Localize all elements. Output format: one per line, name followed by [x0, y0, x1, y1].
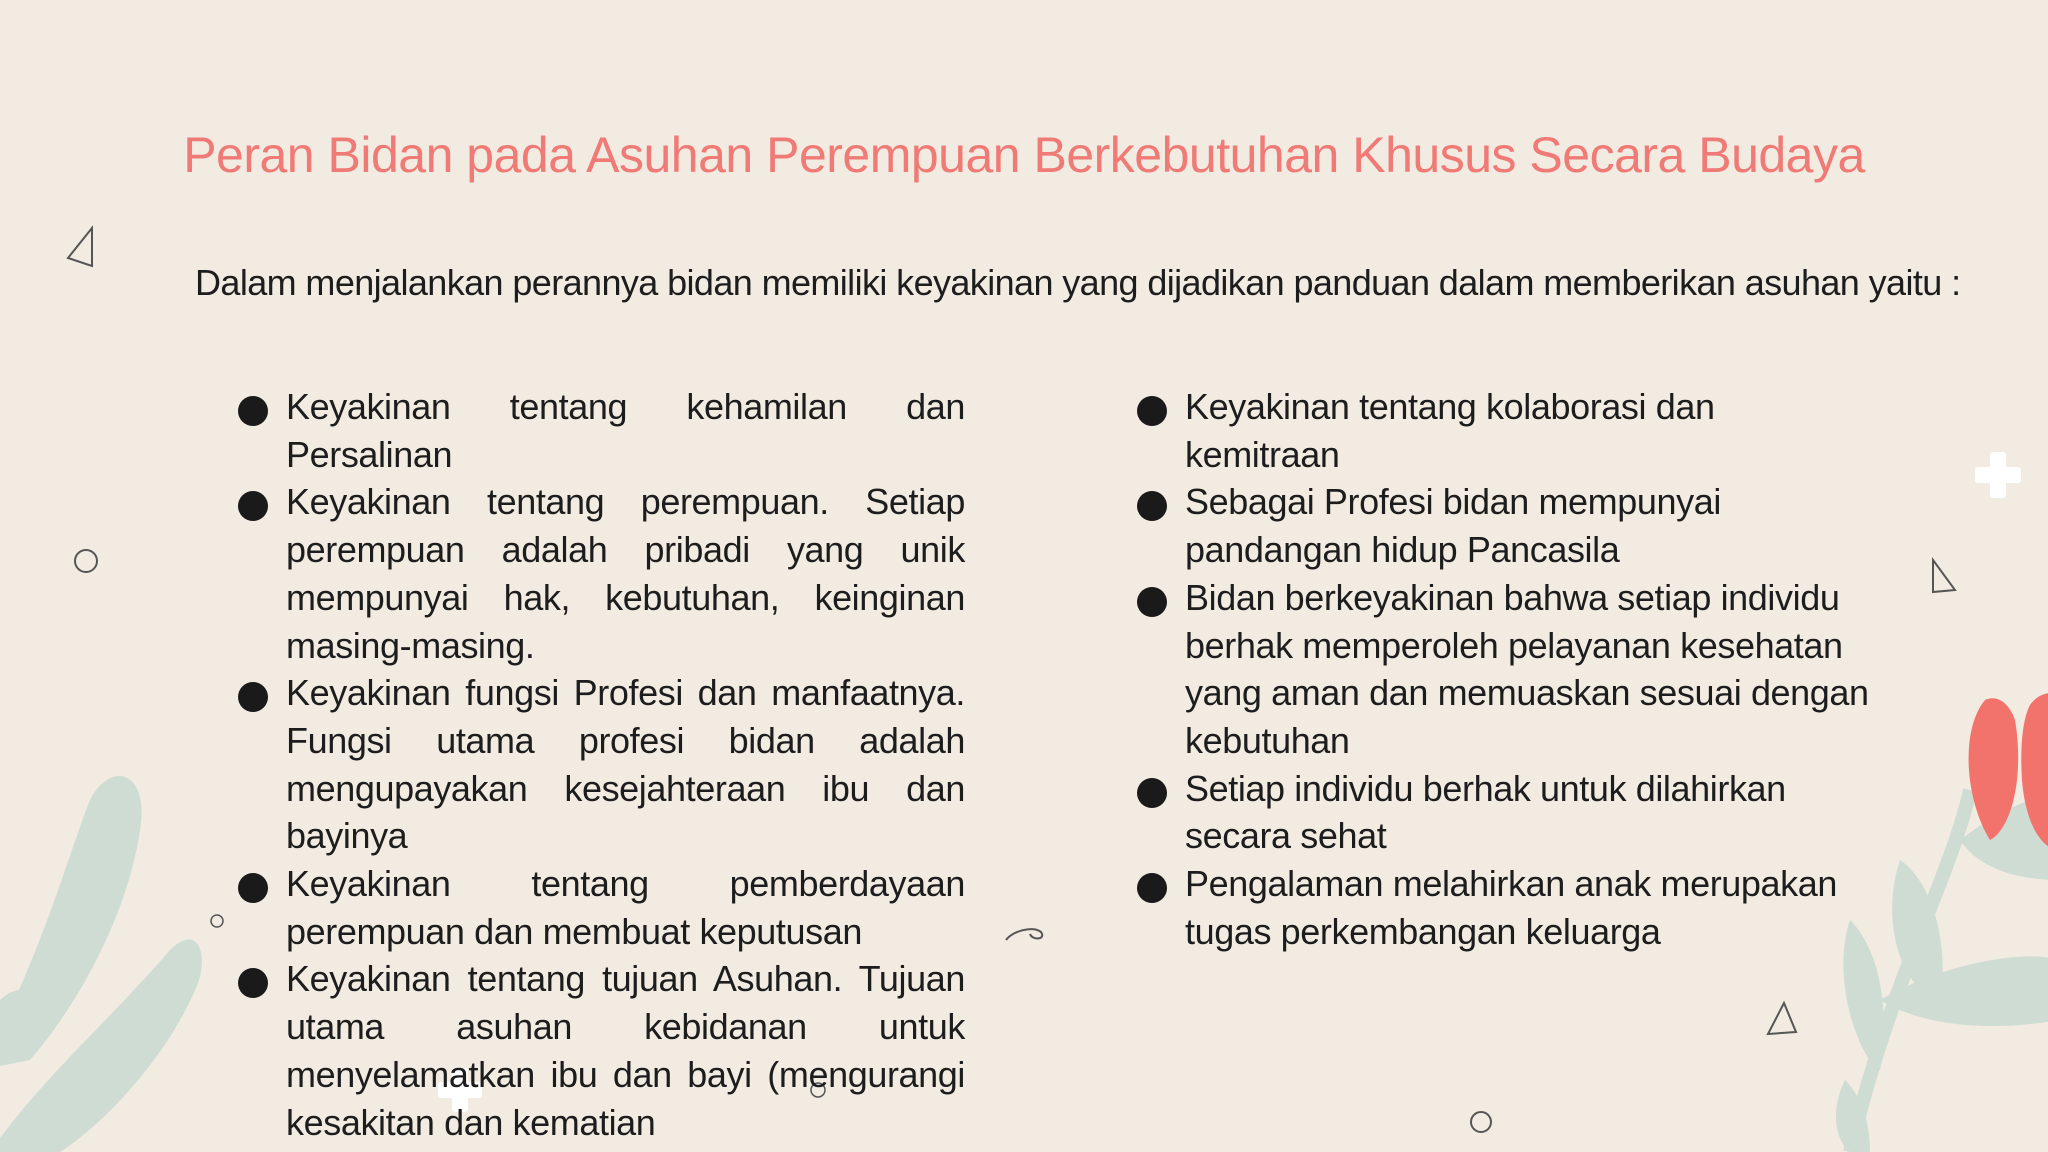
list-item [1117, 574, 1877, 765]
circle-outline [1471, 1112, 1491, 1132]
list-item-text: Bidan berkeyakinan bahwa setiap individu berhak memperoleh pelayanan kesehatan yang aman dan memuaskan sesuai dengan kebutuhan [1185, 576, 1869, 761]
triangle-outline [1768, 1003, 1796, 1034]
list-item [1117, 860, 1877, 955]
slide-title: Peran Bidan pada Asuhan Perempuan Berkebutuhan Khusus Secara Budaya [183, 127, 1865, 183]
bullet-icon [238, 396, 268, 426]
bullet-icon [1137, 873, 1167, 903]
list-item [1117, 765, 1877, 860]
list-item [218, 669, 965, 860]
right-bullet-list [1117, 383, 1877, 955]
list-item-text: Setiap individu berhak untuk dilahirkan secara sehat [1185, 767, 1786, 857]
list-item-text: Pengalaman melahirkan anak merupakan tugas perkembangan keluarga [1185, 863, 1838, 952]
left-bullet-list [218, 383, 965, 1146]
list-item-text: Keyakinan tentang kolaborasi dan kemitraan [1185, 386, 1715, 475]
bullet-icon [238, 968, 268, 998]
list-item [218, 383, 965, 478]
bullet-icon [238, 491, 268, 521]
list-item [218, 955, 965, 1146]
bullet-icon [1137, 396, 1167, 426]
list-item [218, 478, 965, 669]
intro-text: Dalam menjalankan perannya bidan memiliki keyakinan yang dijadikan panduan dalam memberikan asuhan yaitu : [195, 262, 1961, 303]
triangle-outline [1933, 560, 1955, 592]
list-item [1117, 478, 1877, 573]
list-item-text: Keyakinan tentang perempuan. Setiap perempuan adalah pribadi yang unik mempunyai hak, kebutuhan, keinginan masing-masing. [286, 481, 965, 666]
bullet-icon [238, 682, 268, 712]
cross-shape [1975, 452, 2021, 498]
swirl-shape [1006, 929, 1042, 940]
circle-outline [75, 550, 97, 572]
list-item-text: Keyakinan fungsi Profesi dan manfaatnya. Fungsi utama profesi bidan adalah mengupayakan kesejahteraan ibu dan bayinya [286, 672, 965, 857]
bullet-icon [238, 873, 268, 903]
list-item-text: Sebagai Profesi bidan mempunyai pandangan hidup Pancasila [1185, 481, 1721, 571]
bullet-icon [1137, 778, 1167, 808]
list-item-text: Keyakinan tentang pemberdayaan perempuan dan membuat keputusan [286, 863, 965, 952]
list-item [1117, 383, 1877, 478]
bullet-icon [1137, 491, 1167, 521]
bullet-icon [1137, 587, 1167, 617]
list-item [218, 860, 965, 955]
list-item-text: Keyakinan tentang tujuan Asuhan. Tujuan utama asuhan kebidanan untuk menyelamatkan ibu dan bayi (mengurangi kesakitan dan kematian [286, 958, 965, 1143]
list-item-text: Keyakinan tentang kehamilan dan Persalinan [286, 386, 965, 475]
triangle-outline [68, 228, 92, 266]
